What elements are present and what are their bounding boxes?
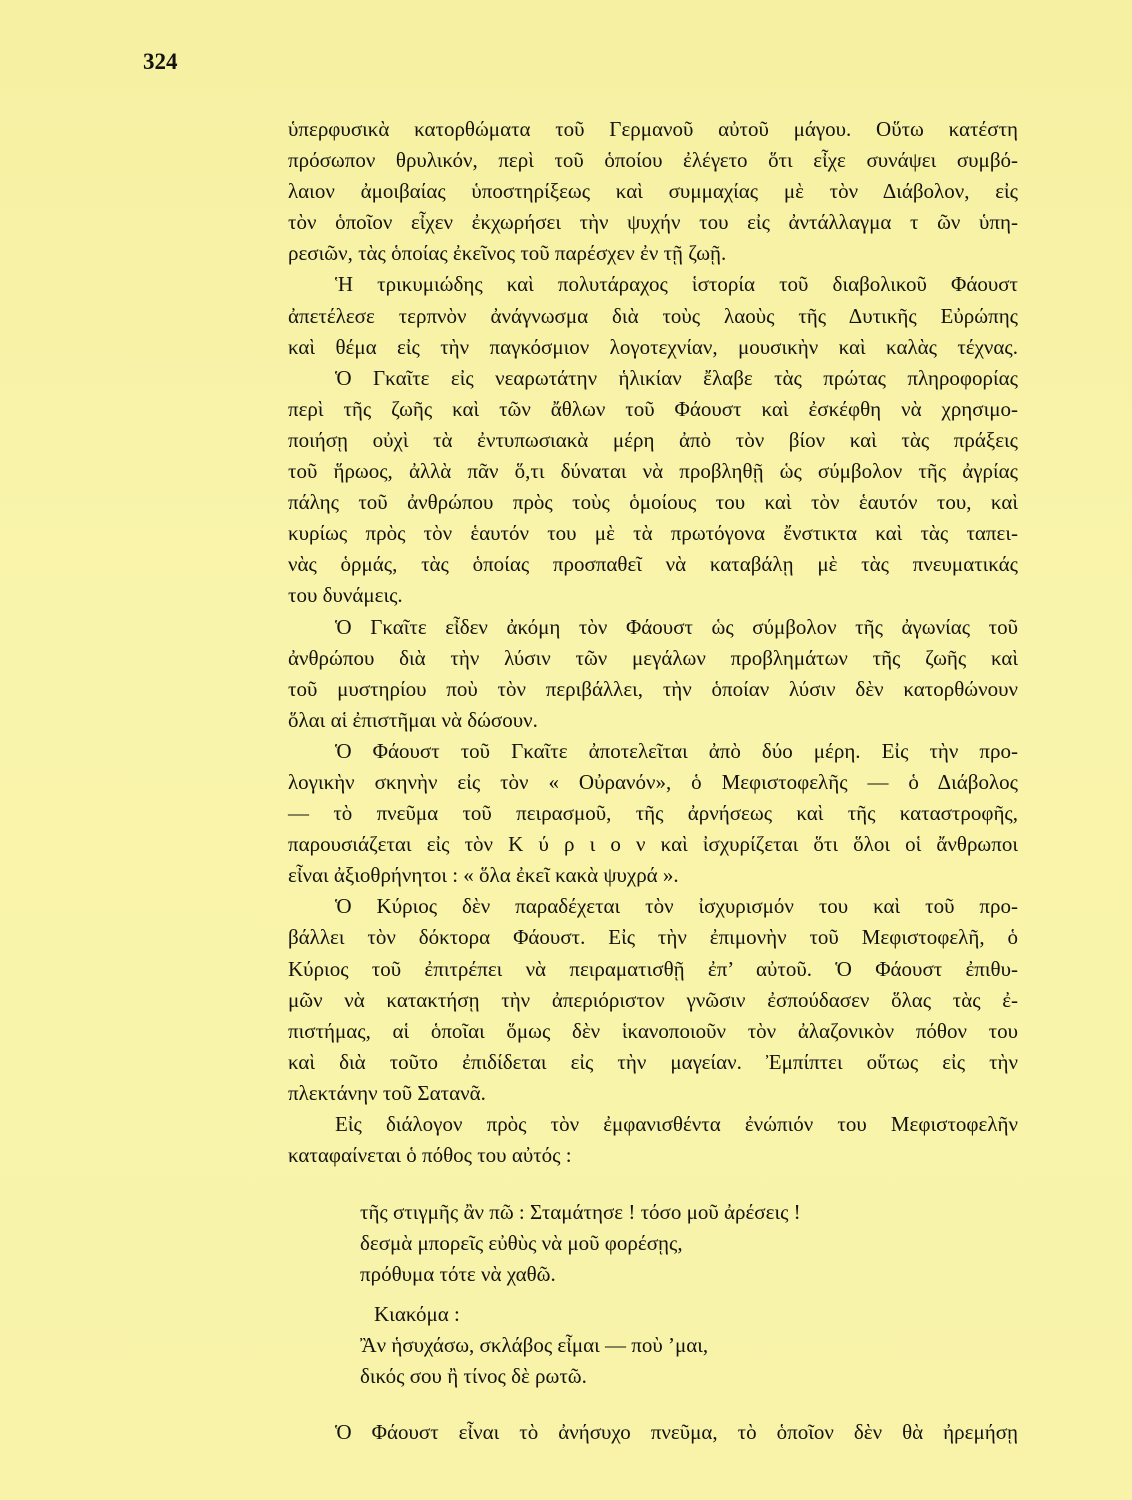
body-line: Ὁ Γκαῖτε εἰς νεαρωτάτην ἡλικίαν ἔλαβε τὰς πρώτας πληροφορίας — [335, 365, 1018, 390]
body-line: Ὁ Φάουστ τοῦ Γκαῖτε ἀποτελεῖται ἀπὸ δύο μέρη. Εἰς τὴν προ- — [335, 738, 1018, 763]
body-line: τοῦ ἥρωος, ἀλλὰ πᾶν ὅ,τι δύναται νὰ προβληθῇ ὡς σύμβολον τῆς ἀγρίας — [288, 459, 1018, 484]
body-line: πάλης τοῦ ἀνθρώπου πρὸς τοὺς ὁμοίους του καὶ τὸν ἑαυτόν του, καὶ — [288, 490, 1018, 515]
body-line: Ὁ Κύριος δὲν παραδέχεται τὸν ἰσχυρισμόν του καὶ τοῦ προ- — [335, 894, 1018, 919]
body-line: Ὁ Γκαῖτε εἶδεν ἀκόμη τὸν Φάουστ ὡς σύμβολον τῆς ἀγωνίας τοῦ — [335, 614, 1018, 639]
body-line: περὶ τῆς ζωῆς καὶ τῶν ἄθλων τοῦ Φάουστ καὶ ἐσκέφθη νὰ χρησιμο- — [288, 396, 1018, 421]
body-line: ἀνθρώπου διὰ τὴν λύσιν τῶν μεγάλων προβλημάτων τῆς ζωῆς καὶ — [288, 645, 1018, 670]
body-line: νὰς ὁρμάς, τὰς ὁποίας προσπαθεῖ νὰ καταβάλῃ μὲ τὰς πνευματικάς — [288, 552, 1018, 577]
body-line: του δυνάμεις. — [288, 583, 403, 608]
body-line: ἀπετέλεσε τερπνὸν ἀνάγνωσμα διὰ τοὺς λαοὺς τῆς Δυτικῆς Εὐρώπης — [288, 303, 1018, 328]
body-line: πιστήμας, αἱ ὁποῖαι ὅμως δὲν ἱκανοποιοῦν τὸν ἀλαζονικὸν πόθον του — [288, 1018, 1018, 1043]
body-line: πρόσωπον θρυλικόν, περὶ τοῦ ὁποίου ἐλέγετο ὅτι εἶχε συνάψει συμβό- — [288, 148, 1018, 173]
body-line: ὑπερφυσικὰ κατορθώματα τοῦ Γερμανοῦ αὐτοῦ μάγου. Οὕτω κατέστη — [288, 117, 1018, 141]
verse-line: δεσμὰ μπορεῖς εὐθὺς νὰ μοῦ φορέσῃς, — [360, 1231, 683, 1255]
closing-line: Ὁ Φάουστ εἶναι τὸ ἀνήσυχο πνεῦμα, τὸ ὁποῖον δὲν θὰ ἠρεμήσῃ — [335, 1420, 1018, 1444]
body-text — [288, 114, 1018, 1171]
body-line: λογικὴν σκηνὴν εἰς τὸν « Οὐρανόν», ὁ Μεφιστοφελῆς — ὁ Διάβολος — [288, 769, 1018, 794]
body-line: μῶν νὰ κατακτήσῃ τὴν ἀπεριόριστον γνῶσιν ἐσπούδασεν ὅλας τὰς ἐ- — [288, 987, 1018, 1012]
body-line: ρεσιῶν, τὰς ὁποίας ἐκεῖνος τοῦ παρέσχεν ἐν τῇ ζωῇ. — [288, 241, 727, 266]
body-line: καταφαίνεται ὁ πόθος του αὐτός : — [288, 1143, 572, 1168]
body-line: τοῦ μυστηρίου ποὺ τὸν περιβάλλει, τὴν ὁποίαν λύσιν δὲν κατορθώνουν — [288, 676, 1018, 701]
verse-line: τῆς στιγμῆς ἂν πῶ : Σταμάτησε ! τόσο μοῦ ἀρέσεις ! — [360, 1200, 801, 1224]
body-line: καὶ θέμα εἰς τὴν παγκόσμιον λογοτεχνίαν, μουσικὴν καὶ καλὰς τέχνας. — [288, 334, 1018, 359]
verse-stanza-1 — [360, 1197, 980, 1290]
body-line: καὶ διὰ τοῦτο ἐπιδίδεται εἰς τὴν μαγείαν. Ἐμπίπτει οὕτως εἰς τὴν — [288, 1049, 1018, 1074]
verse-line: Ἂν ἡσυχάσω, σκλάβος εἶμαι — ποὺ ’μαι, — [360, 1333, 709, 1357]
body-line: ὅλαι αἱ ἐπιστῆμαι νὰ δώσουν. — [288, 707, 538, 732]
body-line: τὸν ὁποῖον εἶχεν ἐκχωρήσει τὴν ψυχήν του εἰς ἀντάλλαγμα τ ῶν ὑπη- — [288, 210, 1018, 235]
verse-line: δικός σου ἢ τίνος δὲ ρωτῶ. — [360, 1364, 587, 1388]
body-line: λαιον ἀμοιβαίας ὑποστηρίξεως καὶ συμμαχίας μὲ τὸν Διάβολον, εἰς — [288, 179, 1018, 204]
body-line: Ἡ τρικυμιώδης καὶ πολυτάραχος ἱστορία τοῦ διαβολικοῦ Φάουστ — [335, 272, 1018, 297]
body-line: βάλλει τὸν δόκτορα Φάουστ. Εἰς τὴν ἐπιμονὴν τοῦ Μεφιστοφελῆ, ὁ — [288, 925, 1018, 950]
body-line: — τὸ πνεῦμα τοῦ πειρασμοῦ, τῆς ἀρνήσεως καὶ τῆς καταστροφῆς, — [288, 801, 1018, 826]
body-line: Κύριος τοῦ ἐπιτρέπει νὰ πειραματισθῇ ἐπ’ αὐτοῦ. Ὁ Φάουστ ἐπιθυ- — [288, 956, 1018, 981]
body-line: πλεκτάνην τοῦ Σατανᾶ. — [288, 1080, 486, 1105]
body-line: ποιήσῃ οὐχὶ τὰ ἐντυπωσιακὰ μέρη ἀπὸ τὸν βίον καὶ τὰς πράξεις — [288, 427, 1018, 452]
verse-line: πρόθυμα τότε νὰ χαθῶ. — [360, 1262, 556, 1286]
body-line: Εἰς διάλογον πρὸς τὸν ἐμφανισθέντα ἐνώπιόν του Μεφιστοφελῆν — [335, 1112, 1018, 1136]
verse-stanza-2 — [360, 1299, 980, 1392]
body-line: εἶναι ἀξιοθρήνητοι : « ὅλα ἐκεῖ κακὰ ψυχρά ». — [288, 863, 679, 888]
verse-label: Κιακόμα : — [374, 1302, 460, 1326]
body-line: κυρίως πρὸς τὸν ἑαυτόν του μὲ τὰ πρωτόγονα ἔνστικτα καὶ τὰς ταπει- — [288, 521, 1018, 546]
body-line: παρουσιάζεται εἰς τὸν Κ ύ ρ ι ο ν καὶ ἰσχυρίζεται ὅτι ὅλοι οἱ ἄνθρωποι — [288, 832, 1018, 857]
page-number: 324 — [143, 49, 178, 74]
